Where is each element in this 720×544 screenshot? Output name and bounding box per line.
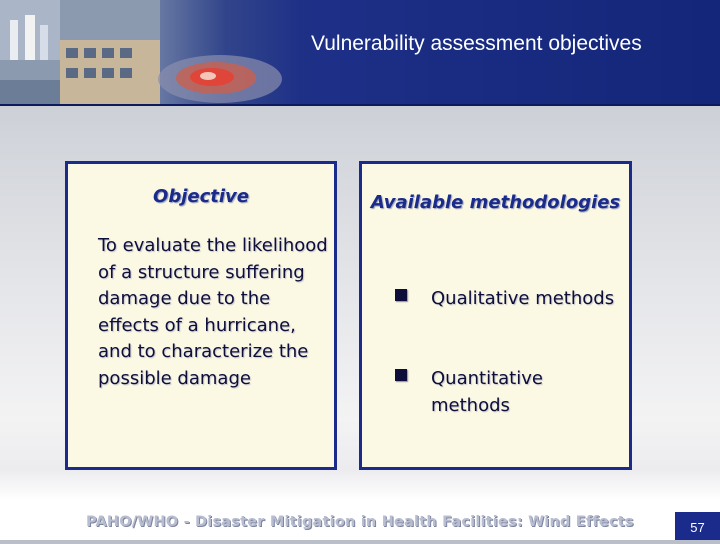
objective-box: [65, 161, 337, 470]
square-bullet-icon: [395, 369, 407, 381]
objective-text: To evaluate the likelihood of a structure suffering damage due to the effects of a hurricane, and to characterize the possible damage: [98, 235, 328, 389]
footer-text: PAHO/WHO - Disaster Mitigation in Health Facilities: Wind Effects: [86, 514, 634, 530]
header-banner: [0, 0, 720, 106]
bullet-text: Qualitative methods: [431, 288, 615, 309]
hospital-building-image: [0, 0, 160, 104]
page-number: 57: [675, 512, 720, 540]
header-photo: [0, 0, 300, 104]
bullet-text: Quantitative methods: [431, 368, 543, 416]
square-bullet-icon: [395, 289, 407, 301]
slide-title: Vulnerability assessment objectives: [311, 32, 642, 55]
methodologies-box: [359, 161, 632, 470]
methodologies-heading: Available methodologies: [370, 192, 621, 213]
objective-heading: Objective: [153, 186, 249, 207]
hurricane-satellite-image: [150, 44, 300, 104]
